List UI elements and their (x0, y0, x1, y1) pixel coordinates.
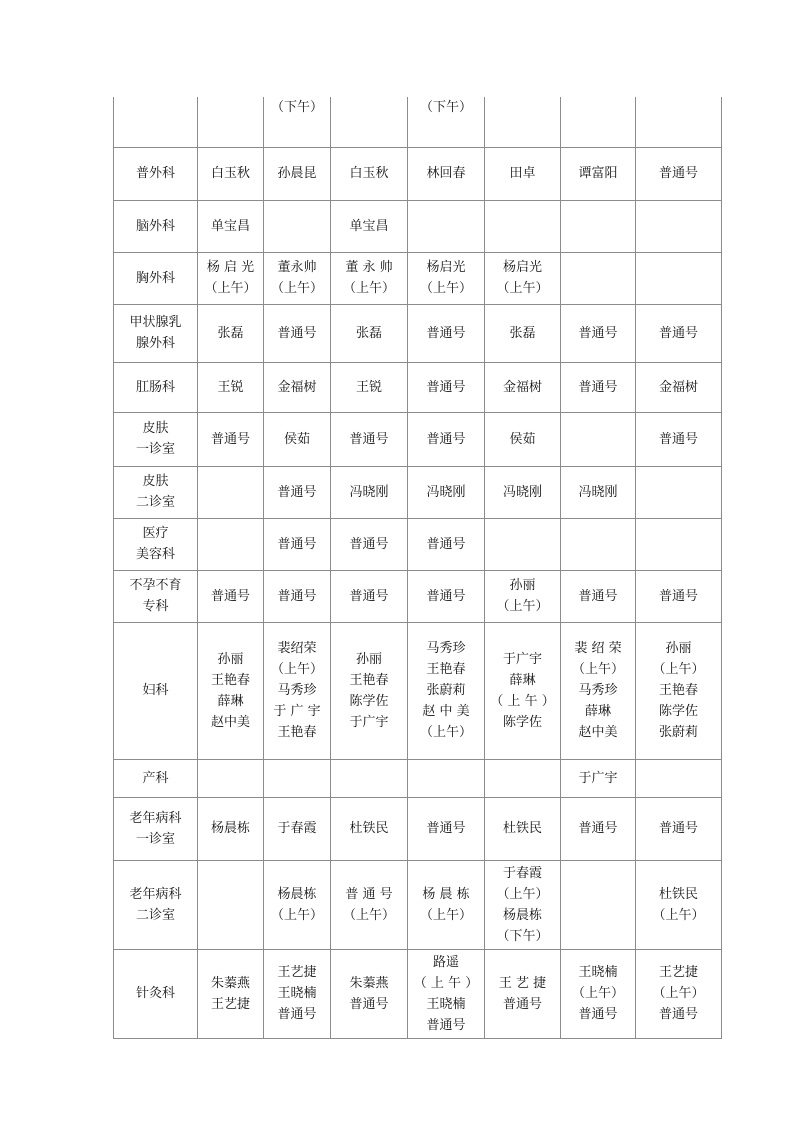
department-cell (114, 252, 198, 304)
department-name-line: 腺外科 (135, 336, 175, 351)
doctor-line: （上午） (204, 281, 257, 296)
doctor-line: （上午） (419, 281, 472, 296)
department-name-line: 老年病科 (129, 886, 182, 902)
row-neurosurgery (114, 200, 722, 252)
row-obstetrics (114, 759, 722, 797)
department-cell (114, 147, 198, 200)
doctor-line: （上午） (342, 907, 395, 923)
doctor-line: 冯晓刚 (426, 484, 466, 500)
doctor-line: 金福树 (502, 379, 542, 395)
schedule-cell (331, 412, 408, 466)
schedule-cell (264, 362, 331, 412)
department-cell (114, 622, 198, 759)
doctor-line: 普通号 (426, 821, 466, 836)
schedule-cell (408, 466, 485, 518)
department-cell (114, 362, 198, 412)
schedule-cell (264, 860, 331, 949)
doctor-line: 单宝昌 (349, 218, 389, 234)
schedule-cell (408, 362, 485, 412)
schedule-cell (561, 252, 636, 304)
schedule-cell (636, 860, 722, 949)
department-cell (114, 304, 198, 362)
doctor-line: （下午） (270, 100, 323, 115)
schedule-cell (408, 622, 485, 759)
doctor-line: 陈学佐 (658, 704, 698, 719)
doctor-line: 孙丽 (665, 641, 692, 656)
row-geriatrics-2 (114, 860, 722, 949)
department-cell (114, 466, 198, 518)
schedule-cell (485, 147, 561, 200)
doctor-line: 于春霞 (277, 821, 317, 836)
doctor-line: 冯晓刚 (349, 484, 389, 500)
schedule-cell (636, 622, 722, 759)
schedule-cell (264, 518, 331, 570)
schedule-cell (331, 949, 408, 1038)
doctor-line: （上午） (652, 986, 705, 1001)
doctor-line: 孙丽 (217, 651, 244, 667)
department-name-line: 不孕不育 (129, 578, 182, 593)
schedule-cell (331, 759, 408, 797)
schedule-cell (331, 200, 408, 252)
doctor-line: 单宝昌 (210, 218, 250, 234)
doctor-line: 王晓楠 (426, 996, 466, 1012)
schedule-cell (331, 304, 408, 362)
schedule-cell (331, 466, 408, 518)
schedule-cell (198, 759, 264, 797)
schedule-cell (264, 200, 331, 252)
doctor-line: 普通号 (426, 325, 466, 341)
doctor-line: 普通号 (578, 379, 618, 395)
department-cell (114, 759, 198, 797)
department-name-line: 专科 (142, 599, 169, 614)
schedule-cell (561, 570, 636, 622)
doctor-line: 普通号 (658, 588, 698, 604)
doctor-line: 普通号 (210, 588, 250, 604)
doctor-line: 薛琳 (217, 693, 244, 709)
doctor-line: 普通号 (578, 821, 618, 836)
doctor-line: （上午） (270, 662, 323, 677)
schedule-cell (561, 797, 636, 860)
schedule-cell (561, 860, 636, 949)
schedule-cell (198, 200, 264, 252)
doctor-line: 普通号 (658, 1007, 698, 1022)
schedule-cell (485, 759, 561, 797)
doctor-line: 董永帅 (277, 260, 317, 275)
doctor-line: （上午） (419, 725, 472, 740)
doctor-line: 普通号 (658, 166, 698, 181)
doctor-line: 田卓 (509, 166, 536, 181)
doctor-line: 普通号 (578, 1007, 618, 1022)
doctor-line: 王锐 (217, 379, 244, 395)
schedule-cell (561, 412, 636, 466)
doctor-line: 王锐 (355, 379, 382, 395)
doctor-line: 于广宇 (349, 714, 389, 730)
department-name-line: 一诊室 (135, 442, 175, 457)
schedule-cell (331, 860, 408, 949)
department-name-line: 针灸科 (135, 986, 175, 1001)
doctor-line: （上午） (496, 886, 549, 902)
doctor-line: 普通号 (426, 588, 466, 604)
doctor-line: 普通号 (277, 536, 317, 552)
row-general-surgery (114, 147, 722, 200)
doctor-line: 普通号 (349, 996, 389, 1012)
doctor-line: 杜铁民 (658, 886, 698, 902)
schedule-cell (331, 622, 408, 759)
doctor-line: 普通号 (426, 379, 466, 395)
schedule-cell (408, 147, 485, 200)
schedule-cell (264, 252, 331, 304)
schedule-cell (636, 147, 722, 200)
doctor-line: 谭富阳 (578, 166, 618, 181)
department-name-line: 医疗 (142, 526, 169, 541)
schedule-cell (485, 860, 561, 949)
doctor-line: 王 艺 捷 (498, 975, 547, 991)
schedule-cell (264, 570, 331, 622)
schedule-cell (408, 200, 485, 252)
department-name-line: 皮肤 (142, 421, 169, 436)
doctor-line: 侯茹 (509, 431, 536, 447)
doctor-line: （上午） (571, 662, 624, 677)
schedule-cell (198, 622, 264, 759)
schedule-cell (408, 412, 485, 466)
doctor-line: 普通号 (277, 325, 317, 341)
row-geriatrics-1 (114, 797, 722, 860)
doctor-line: 普通号 (502, 996, 542, 1012)
department-cell (114, 797, 198, 860)
schedule-cell (636, 97, 722, 147)
schedule-cell (561, 949, 636, 1038)
schedule-cell (331, 797, 408, 860)
schedule-cell (485, 570, 561, 622)
schedule-cell (485, 362, 561, 412)
schedule-cell (636, 949, 722, 1038)
doctor-line: 张磊 (217, 325, 244, 341)
row-medical-cosmetology (114, 518, 722, 570)
doctor-line: 普通号 (426, 536, 466, 552)
doctor-line: 赵 中 美 (422, 704, 470, 719)
schedule-cell (636, 412, 722, 466)
outpatient-schedule-table (113, 97, 722, 1039)
department-cell (114, 949, 198, 1038)
doctor-line: 王艳春 (426, 662, 466, 677)
doctor-line: 董 永 帅 (345, 260, 393, 275)
schedule-cell (264, 622, 331, 759)
schedule-cell (561, 304, 636, 362)
schedule-cell (264, 759, 331, 797)
doctor-line: 普通号 (426, 1017, 466, 1033)
schedule-cell (636, 759, 722, 797)
doctor-line: 薛琳 (509, 672, 536, 688)
doctor-line: 张磊 (355, 325, 382, 341)
department-cell (114, 860, 198, 949)
schedule-cell (264, 147, 331, 200)
schedule-cell (561, 759, 636, 797)
doctor-line: 普通号 (578, 325, 618, 341)
row-top-row (114, 97, 722, 147)
doctor-line: 马秀珍 (426, 641, 466, 656)
doctor-line: 林回春 (426, 166, 466, 181)
department-name-line: 二诊室 (135, 907, 175, 923)
schedule-cell (198, 518, 264, 570)
doctor-line: 杨晨栋 (277, 886, 317, 902)
doctor-line: 杜铁民 (349, 821, 389, 836)
doctor-line: 马秀珍 (578, 683, 618, 698)
department-name-line: 胸外科 (135, 270, 175, 286)
doctor-line: （下午） (419, 100, 472, 115)
department-name-line: 普外科 (135, 166, 175, 181)
doctor-line: 薛琳 (584, 704, 611, 719)
schedule-cell (561, 362, 636, 412)
schedule-cell (264, 304, 331, 362)
doctor-line: 于广宇 (578, 770, 618, 786)
department-name-line: 产科 (142, 770, 169, 786)
schedule-cell (485, 622, 561, 759)
row-acupuncture (114, 949, 722, 1038)
doctor-line: 杨晨栋 (502, 907, 542, 923)
schedule-cell (408, 759, 485, 797)
schedule-cell (408, 252, 485, 304)
doctor-line: 金福树 (658, 379, 698, 395)
doctor-line: 张蔚莉 (658, 725, 698, 740)
doctor-line: （上午） (496, 599, 549, 614)
doctor-line: 杨启光 (502, 260, 542, 275)
doctor-line: 杨晨栋 (210, 821, 250, 836)
schedule-cell (636, 466, 722, 518)
department-name-line: 脑外科 (135, 218, 175, 234)
schedule-cell (264, 466, 331, 518)
schedule-cell (198, 466, 264, 518)
schedule-cell (331, 97, 408, 147)
doctor-line: 普通号 (277, 484, 317, 500)
schedule-cell (636, 200, 722, 252)
doctor-line: 普通号 (578, 588, 618, 604)
schedule-cell (561, 147, 636, 200)
department-name-line: 皮肤 (142, 474, 169, 489)
schedule-cell (331, 252, 408, 304)
doctor-line: 张磊 (509, 325, 536, 341)
doctor-line: 金福树 (277, 379, 317, 395)
doctor-line: 杨 启 光 (206, 260, 255, 275)
schedule-cell (636, 570, 722, 622)
doctor-line: 王艺捷 (277, 965, 317, 980)
doctor-line: （上午） (419, 907, 472, 923)
doctor-line: 王艳春 (277, 725, 317, 740)
doctor-line: 王艺捷 (210, 996, 250, 1012)
doctor-line: 侯茹 (283, 431, 310, 447)
schedule-cell (198, 304, 264, 362)
department-cell (114, 412, 198, 466)
department-name-line: 美容科 (135, 547, 175, 562)
doctor-line: 于广宇 (502, 651, 542, 667)
doctor-line: 裴 绍 荣 (574, 641, 622, 656)
doctor-line: （ 上 午 ） (490, 693, 555, 709)
schedule-cell (331, 362, 408, 412)
doctor-line: 王艳春 (210, 672, 250, 688)
doctor-line: 朱蓁燕 (210, 975, 250, 991)
doctor-line: 普通号 (426, 431, 466, 447)
row-infertility (114, 570, 722, 622)
schedule-cell (485, 412, 561, 466)
schedule-cell (561, 518, 636, 570)
schedule-cell (408, 570, 485, 622)
schedule-cell (331, 570, 408, 622)
doctor-line: 普通号 (658, 325, 698, 341)
doctor-line: 普通号 (349, 536, 389, 552)
doctor-line: 王晓楠 (277, 986, 317, 1001)
doctor-line: 路遥 (432, 954, 459, 970)
doctor-line: 普通号 (277, 588, 317, 604)
doctor-line: （上午） (652, 907, 705, 923)
doctor-line: 王艳春 (349, 672, 389, 688)
schedule-cell (408, 518, 485, 570)
row-thoracic-surgery (114, 252, 722, 304)
doctor-line: 杨 晨 栋 (422, 886, 470, 902)
schedule-body (114, 97, 722, 1038)
row-thyroid-breast-surgery (114, 304, 722, 362)
doctor-line: 陈学佐 (502, 714, 542, 730)
schedule-cell (264, 797, 331, 860)
doctor-line: 冯晓刚 (502, 484, 542, 500)
doctor-line: （上午） (496, 281, 549, 296)
department-name-line: 肛肠科 (135, 379, 175, 395)
schedule-cell (561, 622, 636, 759)
doctor-line: （上午） (342, 281, 395, 296)
department-name-line: 老年病科 (129, 810, 182, 826)
doctor-line: （上午） (270, 907, 323, 923)
schedule-cell (408, 949, 485, 1038)
row-dermatology-2 (114, 466, 722, 518)
row-dermatology-1 (114, 412, 722, 466)
doctor-line: 白玉秋 (210, 166, 250, 181)
schedule-cell (485, 97, 561, 147)
schedule-cell (636, 797, 722, 860)
schedule-cell (264, 949, 331, 1038)
schedule-cell (198, 860, 264, 949)
doctor-line: 王艳春 (658, 683, 698, 698)
doctor-line: 赵中美 (578, 725, 618, 740)
schedule-cell (636, 518, 722, 570)
doctor-line: 王艺捷 (658, 965, 698, 980)
schedule-cell (485, 252, 561, 304)
schedule-cell (561, 97, 636, 147)
doctor-line: 张蔚莉 (426, 683, 466, 698)
department-cell (114, 570, 198, 622)
doctor-line: 杜铁民 (502, 821, 542, 836)
schedule-cell (485, 797, 561, 860)
schedule-cell (331, 147, 408, 200)
row-gynecology (114, 622, 722, 759)
doctor-line: 普通号 (658, 431, 698, 447)
department-name-line: 妇科 (142, 683, 169, 698)
schedule-cell (198, 570, 264, 622)
schedule-cell (331, 518, 408, 570)
department-name-line: 甲状腺乳 (129, 315, 182, 330)
doctor-line: 朱蓁燕 (349, 975, 389, 991)
doctor-line: 普通号 (349, 588, 389, 604)
department-cell (114, 97, 198, 147)
schedule-cell (636, 362, 722, 412)
department-cell (114, 518, 198, 570)
schedule-cell (198, 147, 264, 200)
schedule-cell (485, 949, 561, 1038)
doctor-line: （ 上 午 ） (413, 975, 479, 991)
schedule-cell (485, 466, 561, 518)
department-name-line: 二诊室 (135, 495, 175, 510)
doctor-line: 普通号 (658, 821, 698, 836)
schedule-cell (636, 304, 722, 362)
doctor-line: 孙晨昆 (277, 166, 317, 181)
row-colorectal-surgery (114, 362, 722, 412)
schedule-cell (408, 304, 485, 362)
doctor-line: 于 广 宇 (273, 704, 321, 719)
doctor-line: （上午） (652, 662, 705, 677)
doctor-line: 孙丽 (509, 578, 536, 593)
doctor-line: 普通号 (277, 1007, 317, 1022)
schedule-cell (561, 466, 636, 518)
doctor-line: 马秀珍 (277, 683, 317, 698)
schedule-cell (264, 97, 331, 147)
doctor-line: 白玉秋 (349, 166, 389, 181)
schedule-cell (408, 860, 485, 949)
schedule-cell (198, 412, 264, 466)
schedule-cell (198, 362, 264, 412)
schedule-cell (561, 200, 636, 252)
doctor-line: （上午） (270, 281, 323, 296)
doctor-line: 裴绍荣 (277, 641, 317, 656)
doctor-line: 普通号 (210, 431, 250, 447)
doctor-line: 普通号 (349, 431, 389, 447)
schedule-cell (198, 797, 264, 860)
schedule-cell (485, 304, 561, 362)
doctor-line: 杨启光 (426, 260, 466, 275)
schedule-cell (198, 252, 264, 304)
doctor-line: 王晓楠 (578, 965, 618, 980)
schedule-cell (198, 949, 264, 1038)
schedule-cell (408, 797, 485, 860)
doctor-line: 赵中美 (210, 714, 250, 730)
schedule-cell (264, 412, 331, 466)
schedule-cell (636, 252, 722, 304)
schedule-cell (485, 518, 561, 570)
doctor-line: （下午） (496, 928, 549, 944)
doctor-line: （上午） (571, 986, 624, 1001)
doctor-line: 冯晓刚 (578, 484, 618, 500)
doctor-line: 陈学佐 (349, 693, 389, 709)
schedule-cell (485, 200, 561, 252)
schedule-cell (408, 97, 485, 147)
doctor-line: 普 通 号 (345, 886, 393, 902)
doctor-line: 孙丽 (355, 651, 382, 667)
department-cell (114, 200, 198, 252)
doctor-line: 于春霞 (502, 865, 542, 881)
department-name-line: 一诊室 (135, 831, 175, 847)
schedule-cell (198, 97, 264, 147)
